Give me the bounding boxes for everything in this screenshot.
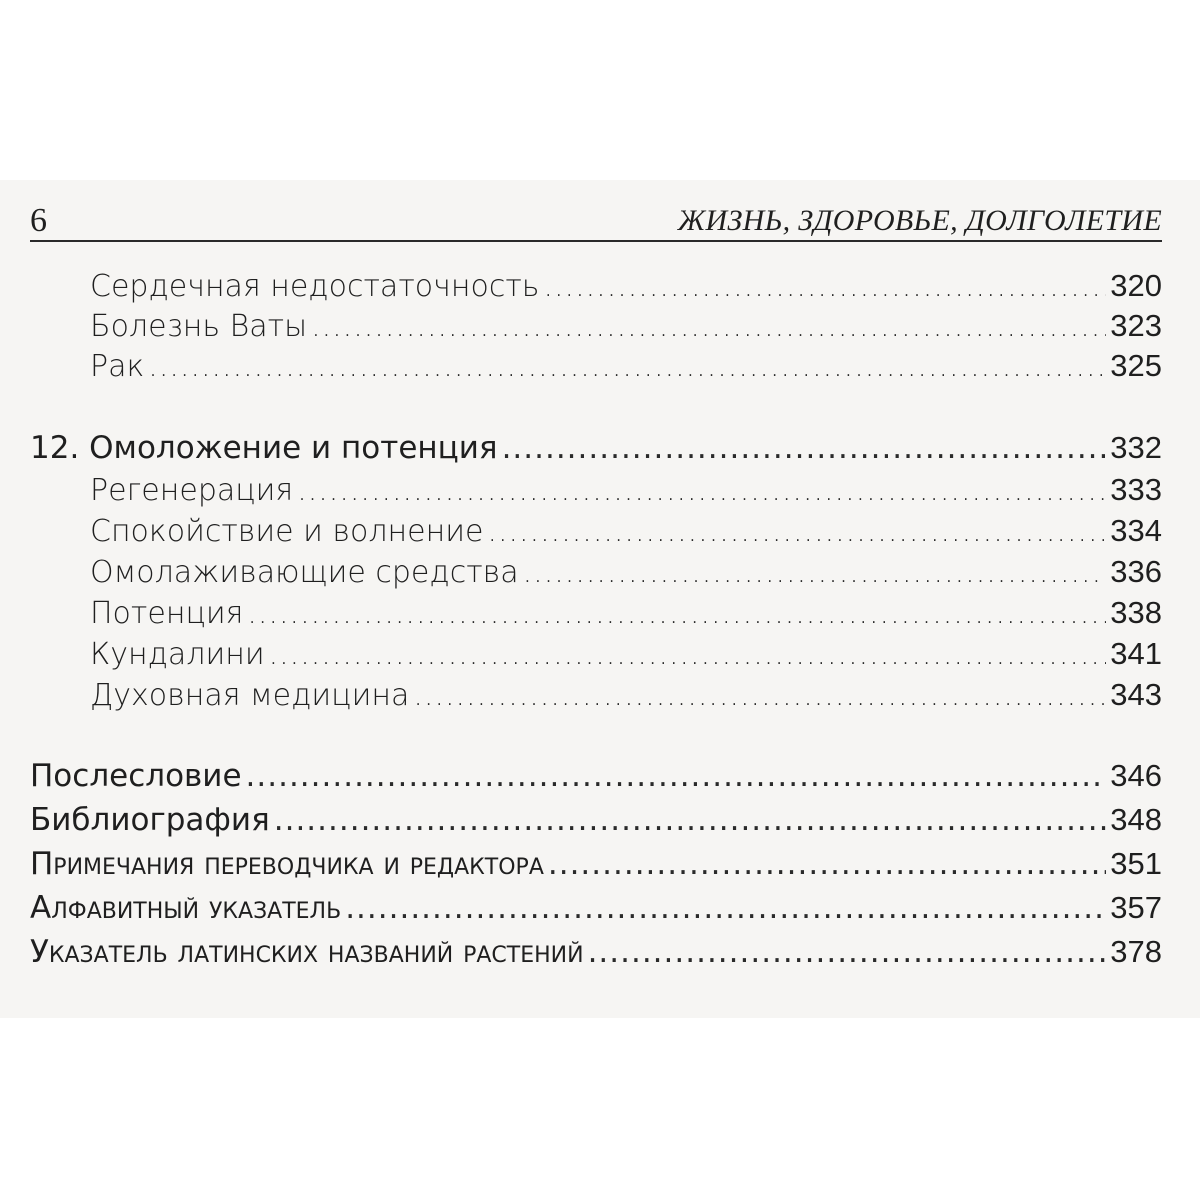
book-page [0,180,1200,1018]
toc-entry-page: 341 [1110,636,1162,671]
toc-leader-dots [345,890,1106,926]
toc-entry-page: 323 [1110,308,1162,343]
toc-leader-dots [523,555,1107,590]
toc-entry-title: Алфавитный указатель [30,890,342,926]
toc-leader-dots [246,758,1107,794]
toc-entry[interactable] [90,308,1162,344]
toc-entry-title: Сердечная недостаточность [90,269,540,304]
toc-leader-dots [502,430,1107,466]
toc-chapter-entry[interactable] [30,430,1162,466]
toc-leader-dots [413,678,1106,713]
toc-entry-page: 336 [1110,554,1162,589]
toc-leader-dots [548,846,1106,882]
toc-entry[interactable] [90,554,1162,590]
toc-entry-title: Духовная медицина [90,678,410,713]
running-title: ЖИЗНЬ, ЗДОРОВЬЕ, ДОЛГОЛЕТИЕ [677,204,1162,237]
toc-entry-title: Регенерация [90,473,294,508]
toc-entry[interactable] [90,348,1162,384]
toc-entry-page: 333 [1110,472,1162,507]
toc-entry-title: Послесловие [30,758,242,794]
toc-entry-title: Потенция [90,596,244,631]
toc-entry-page: 378 [1110,934,1162,969]
toc-backmatter-entry[interactable] [30,802,1162,838]
toc-leader-dots [588,934,1107,970]
toc-entry-page: 351 [1110,846,1162,881]
toc-backmatter-entry[interactable] [30,934,1162,970]
toc-entry-page: 338 [1110,595,1162,630]
toc-entry-page: 348 [1110,802,1162,837]
toc-entry-title: Спокойствие и волнение [90,514,484,549]
page-number: 6 [30,202,47,239]
toc-entry[interactable] [90,677,1162,713]
toc-leader-dots [543,269,1106,304]
toc-entry-title: Библиография [30,802,270,838]
toc-entry-title: Примечания переводчика и редактора [30,846,544,882]
toc-entry-page: 334 [1110,513,1162,548]
toc-entry-title: Омолаживающие средства [90,555,519,590]
toc-leader-dots [487,514,1106,549]
toc-entry-title: Болезнь Ваты [90,309,308,344]
toc-entry-page: 357 [1110,890,1162,925]
toc-entry-page: 346 [1110,758,1162,793]
toc-entry[interactable] [90,636,1162,672]
toc-entry-page: 320 [1110,268,1162,303]
page-header [30,200,1162,242]
toc-entry[interactable] [90,595,1162,631]
toc-entry-page: 325 [1110,348,1162,383]
toc-backmatter-entry[interactable] [30,846,1162,882]
toc-entry-title: Рак [90,349,145,384]
toc-leader-dots [297,473,1106,508]
toc-entry-page: 332 [1110,430,1162,465]
toc-leader-dots [274,802,1107,838]
toc-entry-title: 12. Омоложение и потенция [30,430,498,466]
toc-entry[interactable] [90,268,1162,304]
toc-backmatter-entry[interactable] [30,890,1162,926]
toc-entry[interactable] [90,513,1162,549]
toc-entry-page: 343 [1110,677,1162,712]
toc-leader-dots [247,596,1106,631]
toc-leader-dots [148,349,1106,384]
toc-entry-title: Кундалини [90,637,265,672]
toc-leader-dots [311,309,1106,344]
toc-entry[interactable] [90,472,1162,508]
toc-backmatter-entry[interactable] [30,758,1162,794]
toc-leader-dots [269,637,1107,672]
toc-entry-title: Указатель латинских названий растений [30,934,584,970]
